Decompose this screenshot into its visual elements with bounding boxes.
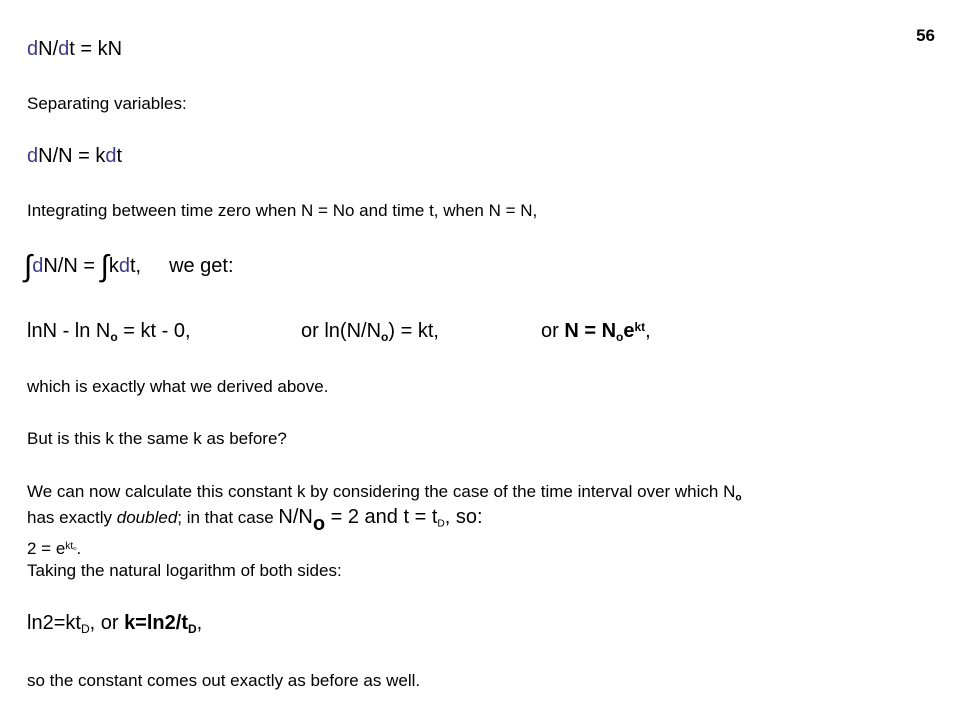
- differential-d: d: [118, 255, 130, 277]
- differential-d: d: [105, 145, 117, 167]
- integral-sign: ∫: [24, 250, 33, 283]
- eq-part: lnN - $\ln N_o$ = kt - 0,: [27, 320, 191, 345]
- text-separating-variables: Separating variables:: [27, 94, 187, 113]
- eq-part: t = kN: [69, 38, 123, 60]
- eq-part: N/: [38, 38, 59, 60]
- equation-growth-rate: [27, 38, 122, 61]
- eq-part: or $N = N_oe^{kt}$,: [541, 320, 651, 345]
- text-calculate-k: We can now calculate this constant k by considering the case of the time interval over which $N_o$: [27, 482, 742, 504]
- page-number: 56: [916, 26, 935, 45]
- differential-d: d: [27, 38, 39, 60]
- eq-part: k: [108, 255, 119, 277]
- text-integrating: Integrating between time zero when N = No and time t, when N = N,: [27, 201, 538, 220]
- equation-integral: [24, 252, 234, 282]
- eq-part: t,: [129, 255, 142, 277]
- text-two-equals-e: $2 = e^{ktD}$.: [27, 539, 82, 558]
- differential-d: d: [58, 38, 70, 60]
- text-natural-log: Taking the natural logarithm of both sides:: [27, 561, 342, 580]
- equation-separated: [27, 145, 122, 168]
- eq-part: we get:: [169, 255, 234, 277]
- text-doubled-case: has exactly doubled; in that case $N/N_o = 2$ and $t = t_D$, so:: [27, 506, 483, 535]
- differential-d: d: [32, 255, 44, 277]
- text-derived-above: which is exactly what we derived above.: [27, 377, 329, 396]
- text-conclusion: so the constant comes out exactly as before as well.: [27, 671, 421, 690]
- integral-sign: ∫: [100, 250, 109, 283]
- equation-k-result: $\ln 2=kt_D$, or $k=\ln 2/t_D$,: [27, 612, 203, 637]
- text-same-k-question: But is this k the same k as before?: [27, 429, 287, 448]
- eq-part: N/N = k: [38, 145, 106, 167]
- differential-d: d: [27, 145, 39, 167]
- eq-part: t: [116, 145, 123, 167]
- eq-part: or $\ln(N/N_o)$ = kt,: [301, 320, 439, 345]
- eq-part: N/N =: [43, 255, 101, 277]
